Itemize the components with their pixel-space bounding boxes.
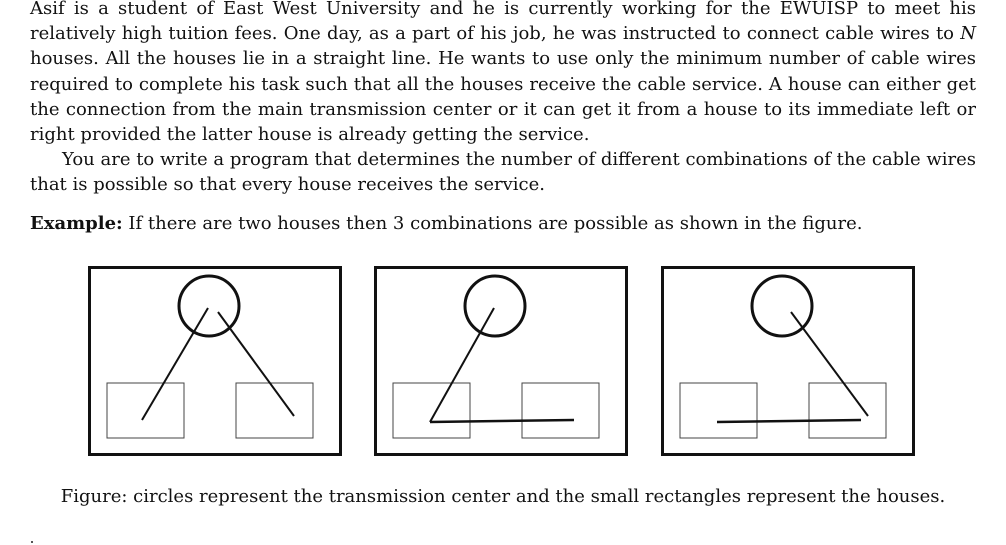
example-text: If there are two houses then 3 combinations are possible as shown in the figure.	[122, 213, 863, 234]
wire-center-to-left-house	[430, 308, 494, 422]
figure-frame	[90, 268, 341, 455]
house-left	[393, 383, 470, 438]
problem-paragraph-2: You are to write a program that determines the number of different combinations of the cable wires that is possible so that every house receives the service.	[30, 149, 976, 196]
house-right	[522, 383, 599, 438]
figure-combination-1	[88, 266, 342, 456]
figure-combination-2-drawing	[374, 266, 628, 456]
house-left	[107, 383, 184, 438]
variable-n: N	[960, 23, 976, 45]
example-paragraph	[30, 211, 976, 236]
wire-center-to-right-house	[218, 312, 294, 416]
wire-right-house-to-left-house	[717, 420, 861, 422]
figure-combination-3	[661, 266, 915, 456]
problem-paragraph-1	[30, 0, 976, 147]
figure-frame	[376, 268, 627, 455]
transmission-center	[465, 276, 525, 336]
paragraph-1-text-b: houses. All the houses lie in a straight line. He wants to use only the minimum number of cable wires required to complete his task such that all the houses receive the cable service. A house can either get the connection from the main transmission center or it can get it from a house to its immediate left or right provided the latter house is already getting the service.	[30, 48, 976, 146]
figure-combination-1-drawing	[88, 266, 342, 456]
page-mark	[31, 541, 33, 543]
figure-combination-2	[374, 266, 628, 456]
house-right	[809, 383, 886, 438]
figure-frame	[663, 268, 914, 455]
paragraph-1-text-a: Asif is a student of East West University and he is currently working for the EWUISP to meet his relatively high tuition fees. One day, as a part of his job, he was instructed to connect cable wires to	[30, 0, 976, 45]
example-label: Example:	[30, 213, 123, 234]
figure-combination-3-drawing	[661, 266, 915, 456]
wire-left-house-to-right-house	[430, 420, 574, 422]
wire-center-to-right-house	[791, 312, 868, 416]
wire-center-to-left-house	[142, 308, 208, 420]
figure-caption: Figure: circles represent the transmission center and the small rectangles represent the houses.	[60, 486, 946, 507]
house-right	[236, 383, 313, 438]
house-left	[680, 383, 757, 438]
